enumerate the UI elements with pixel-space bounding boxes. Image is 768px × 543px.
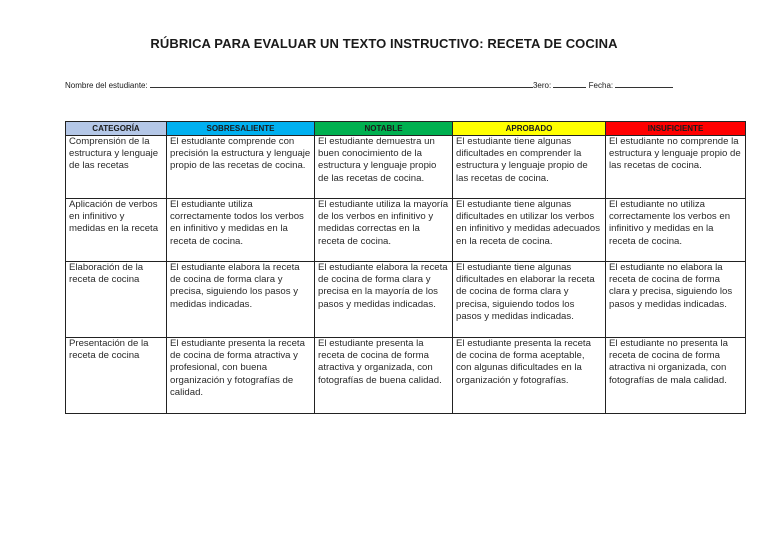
date-field[interactable] xyxy=(615,80,673,88)
table-row xyxy=(66,262,746,338)
notable-cell: El estudiante elabora la receta de cocina de forma clara y precisa en la mayoría de los pasos y medidas indicadas. xyxy=(315,262,453,338)
aprobado-cell: El estudiante presenta la receta de cocina de forma aceptable, con algunas dificultades en la organización y fotografías. xyxy=(453,338,606,414)
category-cell: Comprensión de la estructura y lenguaje de las recetas xyxy=(66,136,167,199)
insuficiente-cell: El estudiante no presenta la receta de cocina de forma atractiva ni organizada, con fotografías de mala calidad. xyxy=(606,338,746,414)
insuficiente-cell: El estudiante no utiliza correctamente los verbos en infinitivo y medidas en la receta de cocina. xyxy=(606,199,746,262)
aprobado-cell: El estudiante tiene algunas dificultades en elaborar la receta de cocina de forma clara y precisa, siguiendo todos los pasos y medidas indicadas. xyxy=(453,262,606,338)
grade-field[interactable] xyxy=(553,80,586,88)
page-title: RÚBRICA PARA EVALUAR UN TEXTO INSTRUCTIVO: RECETA DE COCINA xyxy=(150,36,618,51)
aprobado-cell: El estudiante tiene algunas dificultades en utilizar los verbos en infinitivo y medidas adecuados en la receta de cocina. xyxy=(453,199,606,262)
header-row xyxy=(66,122,746,136)
notable-cell: El estudiante utiliza la mayoría de los verbos en infinitivo y medidas correctas en la receta de cocina. xyxy=(315,199,453,262)
student-info-line xyxy=(65,80,705,90)
insuficiente-cell: El estudiante no elabora la receta de cocina de forma clara y precisa, siguiendo los pasos y medidas indicadas. xyxy=(606,262,746,338)
sobresaliente-cell: El estudiante presenta la receta de cocina de forma atractiva y profesional, con buena organización y fotografías de calidad. xyxy=(167,338,315,414)
table-row xyxy=(66,136,746,199)
sobresaliente-cell: El estudiante utiliza correctamente todos los verbos en infinitivo y medidas en la receta de cocina. xyxy=(167,199,315,262)
grade-label: 3ero: xyxy=(532,81,552,90)
date-label: Fecha: xyxy=(588,81,614,90)
category-cell: Elaboración de la receta de cocina xyxy=(66,262,167,338)
header-sobresaliente: SOBRESALIENTE xyxy=(167,122,315,136)
header-categoria: CATEGORÍA xyxy=(66,122,167,136)
category-cell: Presentación de la receta de cocina xyxy=(66,338,167,414)
aprobado-cell: El estudiante tiene algunas dificultades en comprender la estructura y lenguaje propio de las recetas de cocina. xyxy=(453,136,606,199)
notable-cell: El estudiante demuestra un buen conocimiento de la estructura y lenguaje propio de las recetas de cocina. xyxy=(315,136,453,199)
student-name-field[interactable] xyxy=(150,80,533,88)
header-aprobado: APROBADO xyxy=(453,122,606,136)
rubric-table xyxy=(65,121,746,414)
sobresaliente-cell: El estudiante comprende con precisión la estructura y lenguaje propio de las recetas de cocina. xyxy=(167,136,315,199)
sobresaliente-cell: El estudiante elabora la receta de cocina de forma clara y precisa, siguiendo los pasos y medidas indicadas. xyxy=(167,262,315,338)
header-insuficiente: INSUFICIENTE xyxy=(606,122,746,136)
table-row xyxy=(66,338,746,414)
notable-cell: El estudiante presenta la receta de cocina de forma atractiva y organizada, con fotografías de buena calidad. xyxy=(315,338,453,414)
table-row xyxy=(66,199,746,262)
header-notable: NOTABLE xyxy=(315,122,453,136)
insuficiente-cell: El estudiante no comprende la estructura y lenguaje propio de las recetas de cocina. xyxy=(606,136,746,199)
student-name-label: Nombre del estudiante: xyxy=(65,81,148,90)
category-cell: Aplicación de verbos en infinitivo y medidas en la receta xyxy=(66,199,167,262)
